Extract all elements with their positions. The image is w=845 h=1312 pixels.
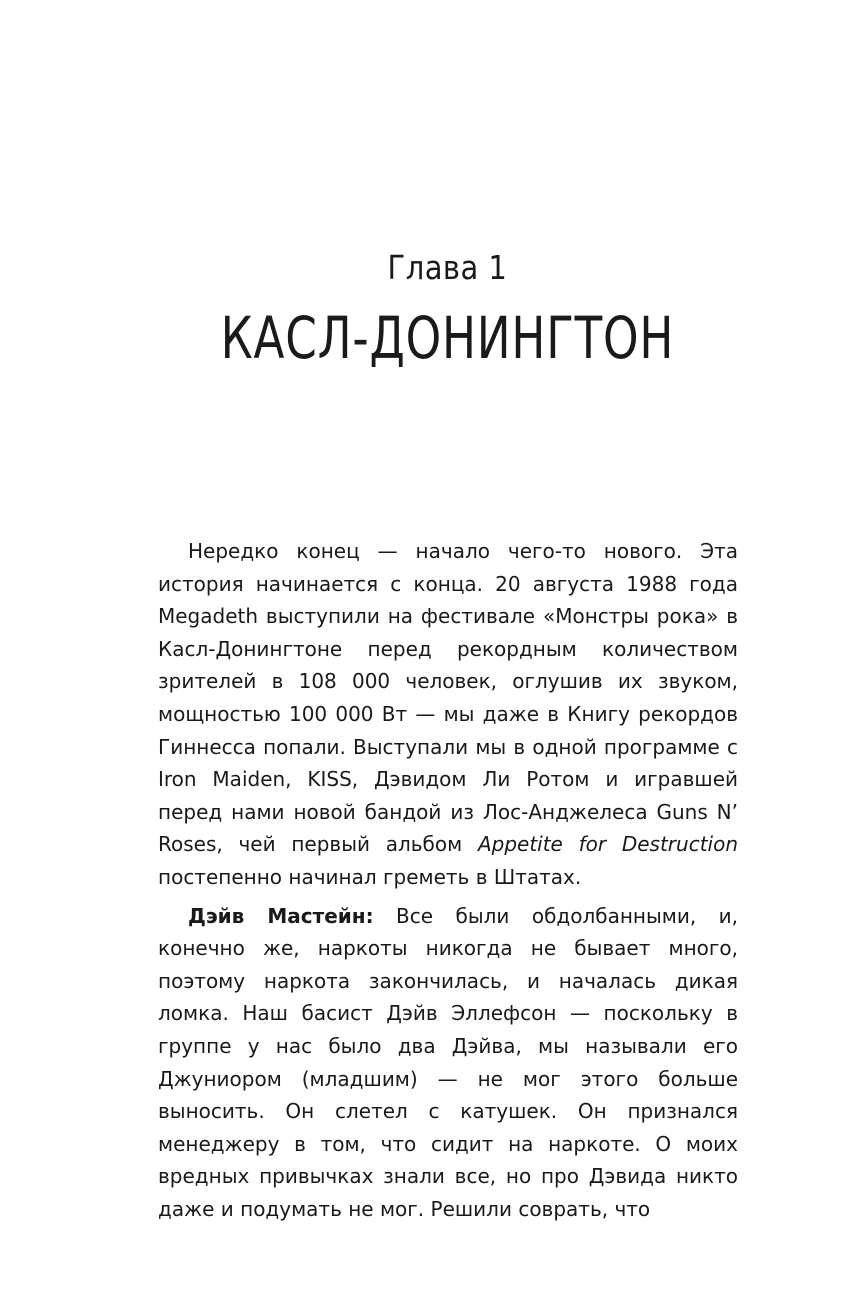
- album-title: Appetite for Destruction: [477, 832, 739, 857]
- chapter-number: Глава 1: [387, 248, 508, 287]
- paragraph-intro-text-end: постепенно начинал греметь в Штатах.: [158, 864, 582, 889]
- chapter-title: КАСЛ-ДОНИНГТОН: [220, 304, 675, 372]
- speaker-name: Дэйв Мастейн:: [188, 903, 374, 928]
- paragraph-intro: [158, 535, 738, 894]
- body-text: [158, 535, 738, 1231]
- quote-text: Все были обдолбанными, и, конечно же, наркоты никогда не бывает много, поэтому наркота закончилась, и началась дикая ломка. Наш басист Дэйв Эллефсон — поскольку в группе у нас было два Дэйва, мы называли его Джуниором (младшим) — не мог этого больше выносить. Он слетел с катушек. Он признался менеджеру в том, что сидит на наркоте. О моих вредных привычках знали все, но про Дэвида никто даже и подумать не мог. Решили соврать, что: [158, 903, 739, 1221]
- paragraph-quote: [158, 900, 738, 1226]
- paragraph-intro-text: Нередко конец — начало чего-то нового. Эта история начинается с конца. 20 августа 1988 года Megadeth выступили на фестивале «Монстры рока» в Касл-Донингтоне перед рекордным количеством зрителей в 108 000 человек, оглушив их звуком, мощностью 100 000 Вт — мы даже в Книгу рекордов Гиннесса попали. Выступали мы в одной программе с Iron Maiden, KISS, Дэвидом Ли Ротом и игравшей перед нами новой бандой из Лос-Анджелеса Guns N’ Roses, чей первый альбом: [158, 539, 738, 857]
